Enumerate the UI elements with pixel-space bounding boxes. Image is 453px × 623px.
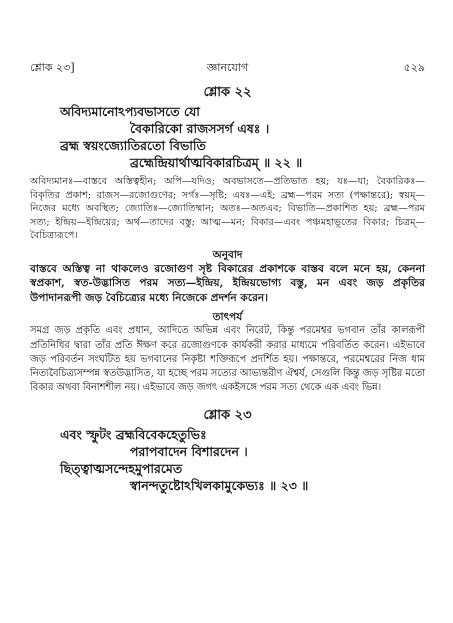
verse-23-line-4: স্বানন্দতুষ্টোঽখিলকামুকেভ্যঃ ॥ ২৩ ॥ — [130, 478, 309, 494]
page-content — [30, 84, 425, 494]
verse-22-line-2: বৈকারিকো রাজসসর্গ এষঃ । — [130, 121, 270, 136]
verse-22-line-1: অবিদ্যমানোঽপ্যবভাসতে যো — [60, 104, 200, 119]
purport-heading: তাৎপর্য — [212, 311, 243, 324]
running-header — [30, 60, 425, 76]
header-page-number: ৫২৯ — [403, 61, 425, 74]
verse-23-line-1: এবং স্ফুটং ব্রহ্মবিবেকহেতুভিঃ — [60, 427, 207, 443]
header-verse-ref: শ্লোক ২৩] — [30, 61, 75, 74]
verse-23-number: শ্লোক ২৩ — [203, 408, 252, 424]
verse-22-purport: সমগ্র জড় প্রকৃতি এবং প্রধান, আদিতে অভিন্ন এবং নিরেট, কিন্তু পরমেশ্বর ভগবান তাঁর কালরূপী প্রতিনিধির দ্বারা তাঁর প্রতি ঈক্ষণ করে রজোগুণকে কার্যকরী করার মাধ্যমে পরিবর্তিত করেন। এইভাবে জড় পরিবর্তন সংঘটিত হয় ভগবানের নিকৃষ্টা শক্তিরূপে প্রদর্শিত হয়। পক্ষান্তরে, পরমেশ্বরের নিজ ধাম নিত্যবৈচিত্র্যসম্পন্ন স্বতউদ্ভাসিত, যা হচ্ছে পরম সত্যের আভ্যন্তরীণ ঐশ্বর্য, সেগুলি কিন্তু জড় সৃষ্টির মতো বিকার অথবা বিনাশশীল নয়। এইভাবে জড় জগৎ একইসঙ্গে পরম সত্য থেকে এক এবং ভিন্ন। — [30, 325, 425, 394]
verse-22-line-4: ব্রহ্মেন্দ্রিয়ার্থাত্মবিকারচিত্রম্ ॥ ২২ ॥ — [130, 155, 303, 170]
translation-heading: অনুবাদ — [212, 248, 243, 261]
header-chapter-title: জ্ঞানযোগ — [206, 61, 249, 74]
verse-23-line-3: ছিত্ত্বাত্মসন্দেহমুপারমেত — [60, 461, 183, 477]
verse-23-line-2: পরাপবাদেন বিশারদেন । — [130, 444, 248, 460]
verse-22-line-3: ব্রহ্ম স্বয়ংজ্যোতিরতো বিভাতি — [60, 138, 206, 153]
verse-22-translation: বাস্তবে অস্তিত্ব না থাকলেও রজোগুণ সৃষ্ট বিকারের প্রকাশকে বাস্তব বলে মনে হয়, কেননা স্বপ্রকাশ, স্বত-উদ্ভাসিত পরম সত্য—ইন্দ্রিয়, ইন্দ্রিয়ভোগ্য বস্তু, মন এবং জড় প্রকৃতির উপাদানরূপী জড় বৈচিত্র্যের মধ্যে নিজেকে প্রদর্শন করেন। — [30, 262, 425, 304]
verse-22-number: শ্লোক ২২ — [203, 85, 252, 100]
verse-22-synonyms: অবিদ্যমানঃ—বাস্তবে অস্তিত্বহীন; অপি—যদিও; অবভাসতে—প্রতিভাত হয়; যঃ—যা; বৈকারিকঃ—বিকৃতির প্রকাশ; রাজস—রজোগুণের; সর্গঃ—সৃষ্টি; এষঃ—এই; ব্রহ্ম—পরম সত্য (পক্ষান্তরে); স্বয়ম্—নিজের মধ্যে অবস্থিত; জ্যোতিঃ—জ্যোতিষ্মান; অতঃ—অতএব; বিভাতি—প্রকাশিত হয়; ব্রহ্ম—পরম সত্য; ইন্দ্রিয়—ইন্দ্রিয়ের; অর্থ—তাদের বস্তু; আত্ম—মন; বিকার—এবং পঞ্চমহাভূতের বিকার; চিত্রম্—বৈচিত্র্যরূপে। — [30, 176, 425, 242]
